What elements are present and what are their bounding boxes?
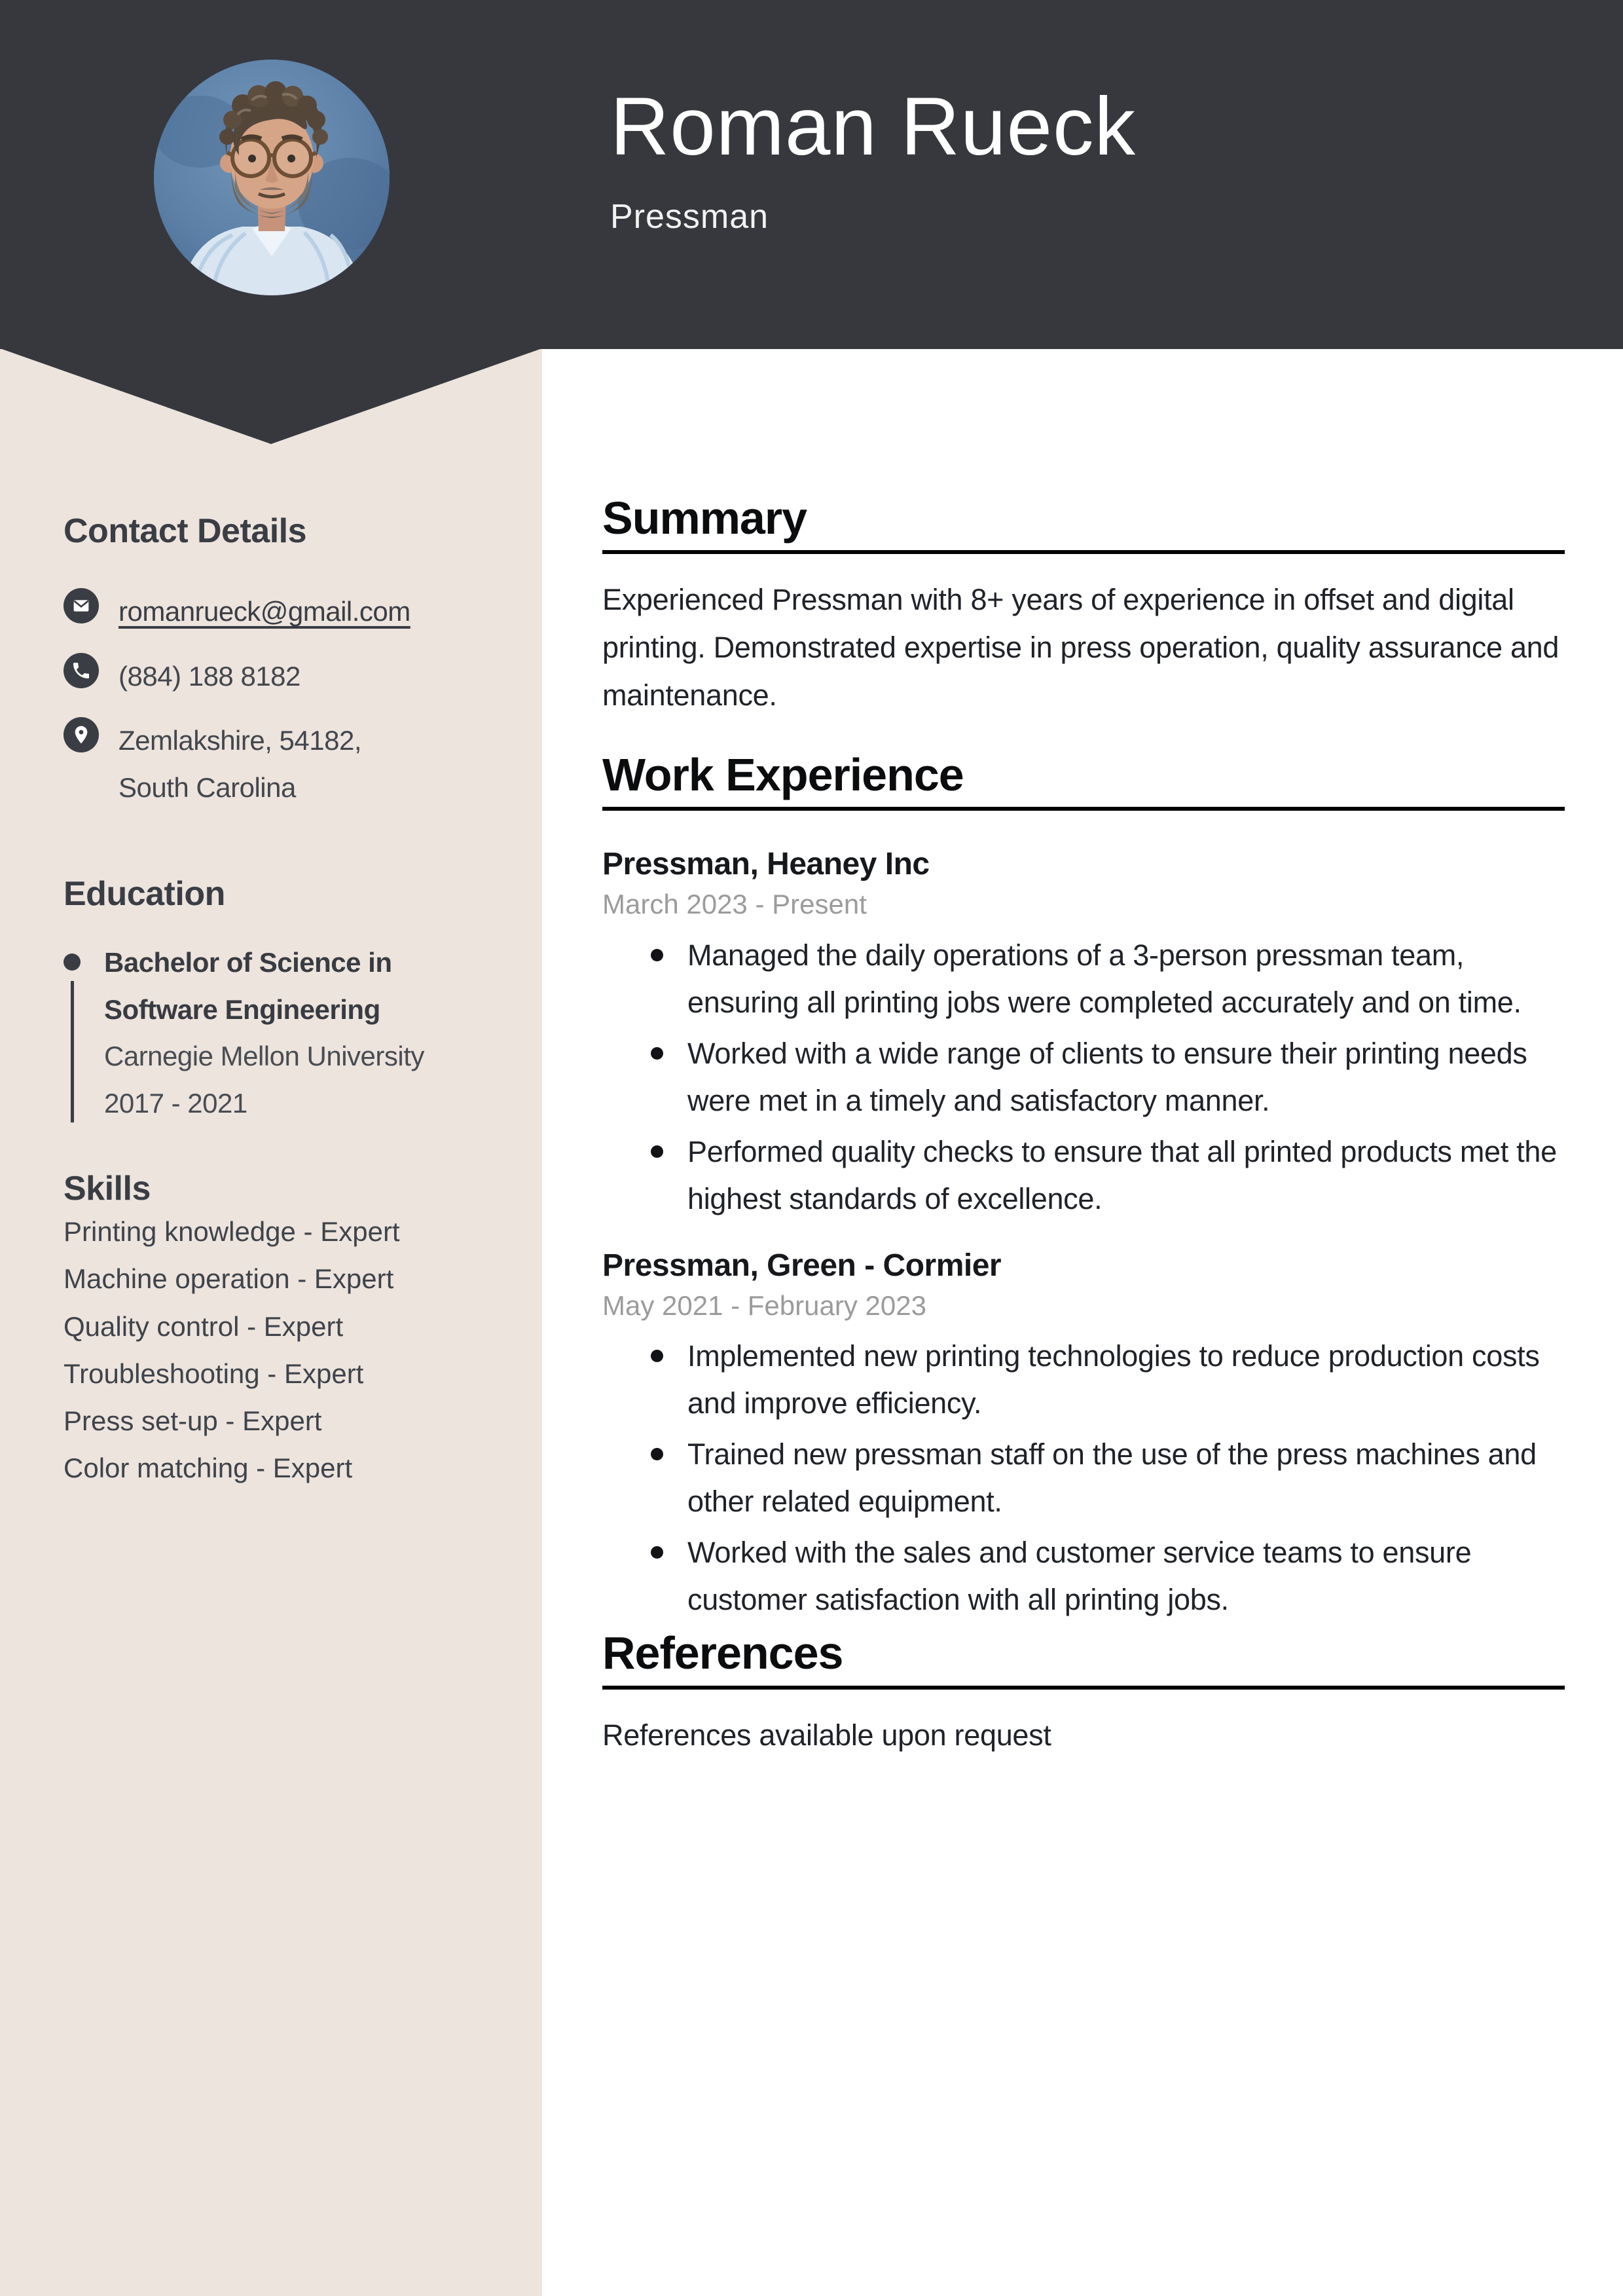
skill-item: Troubleshooting - Expert	[64, 1358, 364, 1389]
location-text: Zemlakshire, 54182, South Carolina	[119, 725, 362, 803]
person-name: Roman Rueck	[610, 81, 1136, 172]
contact-row-phone	[64, 653, 486, 699]
email-link[interactable]: romanrueck@gmail.com	[119, 596, 410, 627]
bullet-item: Trained new pressman staff on the use of the press machines and other related equipment.	[602, 1431, 1565, 1525]
bullet-item: Implemented new printing technologies to reduce production costs and improve efficiency.	[602, 1333, 1565, 1427]
main-content	[602, 492, 1565, 1789]
job-title-company: Pressman, Green - Cormier	[602, 1248, 1002, 1283]
job-bullet-list	[602, 1333, 1565, 1623]
education-degree: Bachelor of Science in Software Engineering	[104, 947, 392, 1025]
bullet-item: Worked with the sales and customer service teams to ensure customer satisfaction with all printing jobs.	[602, 1529, 1565, 1623]
references-heading: References	[602, 1627, 1565, 1689]
education-school: Carnegie Mellon University	[104, 1041, 424, 1072]
job-dates: May 2021 - February 2023	[602, 1289, 926, 1321]
timeline-dot-icon	[64, 954, 81, 971]
contact-details-heading: Contact Details	[64, 512, 307, 550]
summary-heading: Summary	[602, 492, 1565, 554]
skills-list	[64, 1217, 486, 1483]
education-entry	[64, 939, 486, 1126]
skill-item: Color matching - Expert	[64, 1453, 353, 1484]
skill-item: Machine operation - Expert	[64, 1263, 394, 1295]
contact-row-location	[64, 717, 486, 811]
phone-number: (884) 188 8182	[119, 660, 301, 692]
bullet-item: Performed quality checks to ensure that all printed products met the highest standards of excellence.	[602, 1128, 1565, 1223]
job-entry	[602, 1246, 1565, 1623]
skill-item: Quality control - Expert	[64, 1310, 344, 1342]
skill-item: Printing knowledge - Expert	[64, 1216, 400, 1248]
job-dates: March 2023 - Present	[602, 889, 867, 920]
timeline-marker	[64, 939, 81, 1126]
contact-row-email	[64, 588, 486, 635]
bullet-item: Managed the daily operations of a 3-person pressman team, ensuring all printing jobs were completed accurately and on time.	[602, 932, 1565, 1026]
avatar-illustration	[154, 60, 390, 295]
references-text: References available upon request	[602, 1718, 1051, 1752]
profile-photo	[154, 60, 390, 295]
envelope-icon	[64, 588, 99, 623]
education-heading: Education	[64, 874, 225, 913]
map-pin-icon	[64, 717, 99, 752]
education-years: 2017 - 2021	[104, 1087, 247, 1119]
phone-icon	[64, 653, 99, 688]
skills-heading: Skills	[64, 1169, 151, 1208]
job-bullet-list	[602, 932, 1565, 1223]
summary-text: Experienced Pressman with 8+ years of experience in offset and digital printing. Demonstrated expertise in press operation, quality assurance and maintenance.	[602, 583, 1559, 713]
job-title-company: Pressman, Heaney Inc	[602, 847, 930, 882]
contact-list	[64, 588, 486, 811]
sidebar	[64, 511, 486, 1500]
work-experience-heading: Work Experience	[602, 749, 1565, 811]
job-entry	[602, 845, 1565, 1222]
skill-item: Press set-up - Expert	[64, 1405, 322, 1437]
bullet-item: Worked with a wide range of clients to ensure their printing needs were met in a timely and satisfactory manner.	[602, 1030, 1565, 1124]
person-job-title: Pressman	[610, 198, 769, 236]
timeline-line	[71, 981, 74, 1122]
